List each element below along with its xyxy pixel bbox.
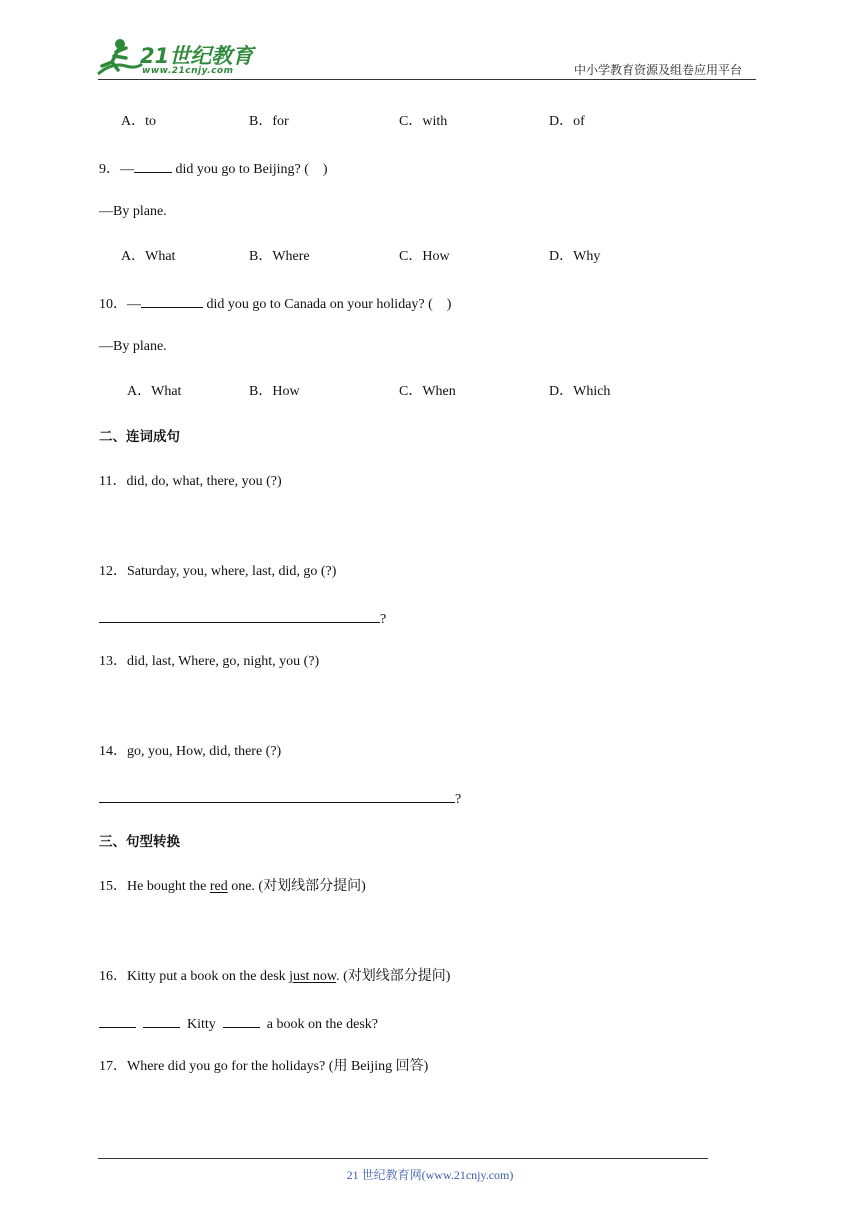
runner-logo-icon — [92, 36, 144, 78]
q12-question: 12．Saturday, you, where, last, did, go (?) — [99, 564, 337, 579]
q13-question: 13．did, last, Where, go, night, you (?) — [99, 654, 320, 669]
q17-question: 17．Where did you go for the holidays? (用 Beijing 回答) — [99, 1059, 429, 1074]
section-3-heading: 三、句型转换 — [99, 834, 180, 850]
q10-option-a: A．What — [127, 384, 182, 399]
q9-blank — [134, 158, 172, 173]
q9-answer: —By plane. — [99, 204, 167, 219]
q15-underlined-word: red — [209, 879, 228, 894]
q14-blank — [99, 788, 455, 803]
q16-fill-end: a book on the desk? — [266, 1017, 378, 1032]
q11-question: 11．did, do, what, there, you (?) — [99, 474, 282, 489]
q12-answer-line — [99, 608, 386, 629]
q16-blank-3 — [223, 1013, 260, 1028]
q9-option-d: D．Why — [549, 249, 601, 264]
q16-fill-line — [99, 1013, 378, 1034]
q16-blank-1 — [99, 1013, 136, 1028]
q15-question — [99, 878, 366, 896]
q16-underlined-phrase: just now — [289, 969, 337, 984]
q10-answer: —By plane. — [99, 339, 167, 354]
platform-name: 中小学教育资源及组卷应用平台 — [574, 63, 743, 77]
q14-question-mark: ? — [455, 792, 462, 807]
logo-text: 21世纪教育 — [140, 44, 254, 68]
q9-question — [99, 158, 328, 179]
footer-rule — [98, 1158, 708, 1159]
header-rule — [98, 79, 756, 80]
q10-option-b: B．How — [249, 384, 300, 399]
q9-option-a: A．What — [121, 249, 176, 264]
q10-dash: — — [127, 297, 141, 312]
q15-text-start: 15．He bought the — [99, 879, 210, 894]
q10-option-d: D．Which — [549, 384, 611, 399]
logo-url: www.21cnjy.com — [142, 66, 234, 76]
q16-question — [99, 968, 450, 986]
q8-option-b: B．for — [249, 114, 289, 129]
q14-answer-line — [99, 788, 461, 809]
q15-text-end: one. (对划线部分提问) — [227, 879, 366, 894]
q10-number: 10． — [99, 297, 127, 312]
q14-question: 14．go, you, How, did, there (?) — [99, 744, 282, 759]
q9-option-b: B．Where — [249, 249, 310, 264]
q9-option-c: C．How — [399, 249, 450, 264]
q16-fill-word: Kitty — [187, 1017, 216, 1032]
q9-number: 9． — [99, 162, 120, 177]
q8-option-d: D．of — [549, 114, 585, 129]
q12-blank — [99, 608, 380, 623]
q9-dash: — — [120, 162, 134, 177]
q12-question-mark: ? — [380, 612, 387, 627]
q8-option-a: A．to — [121, 114, 156, 129]
q16-text-start: 16．Kitty put a book on the desk — [99, 969, 290, 984]
q9-text: did you go to Beijing? ( ) — [172, 162, 328, 177]
q10-blank — [141, 293, 203, 308]
q16-blank-2 — [143, 1013, 180, 1028]
q8-option-c: C．with — [399, 114, 448, 129]
q10-question — [99, 293, 451, 314]
section-2-heading: 二、连词成句 — [99, 429, 180, 445]
footer-text: 21 世纪教育网(www.21cnjy.com) — [346, 1168, 514, 1182]
q10-text: did you go to Canada on your holiday? ( ) — [203, 297, 452, 312]
q10-option-c: C．When — [399, 384, 456, 399]
q16-text-end: . (对划线部分提问) — [336, 969, 451, 984]
